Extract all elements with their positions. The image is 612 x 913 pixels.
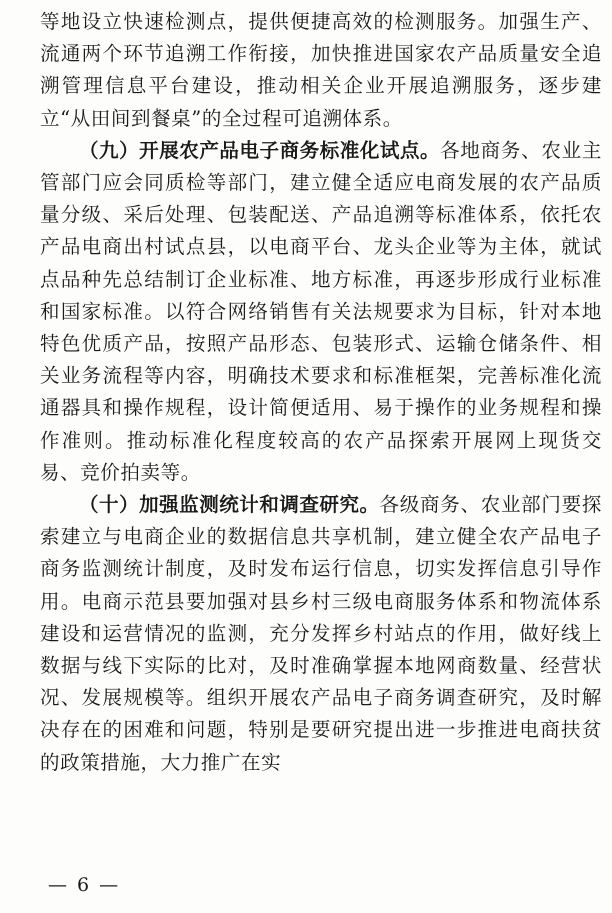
paragraph-3 [40,489,602,779]
page-number: — 6 — [48,874,121,896]
paragraph-2 [40,135,602,489]
paragraph-2-text: 各地商务、农业主管部门应会同质检等部门，建立健全适应电商发展的农产品质量分级、采后处理、包装配送、产品追溯等标准体系，依托农产品电商出村试点县，以电商平台、龙头企业等为主体，就试点品种先总结制订企业标准、地方标准，再逐步形成行业标准和国家标准。以符合网络销售有关法规要求为目标，针对本地特色优质产品，按照产品形态、包装形式、运输仓储条件、相关业务流程等内容，明确技术要求和标准框架，完善标准化流通器具和操作规程，设计简便适用、易于操作的业务规程和操作准则。推动标准化程度较高的农产品探索开展网上现货交易、竞价拍卖等。 [40,138,602,484]
paragraph-3-text: 各级商务、农业部门要探索建立与电商企业的数据信息共享机制，建立健全农产品电子商务监测统计制度，及时发布运行信息，切实发挥信息引导作用。电商示范县要加强对县乡村三级电商服务体系和物流体系建设和运营情况的监测，充分发挥乡村站点的作用，做好线上数据与线下实际的比对，及时准确掌握本地网商数量、经营状况、发展规模等。组织开展农产品电子商务调查研究，及时解决存在的困难和问题，特别是要研究提出进一步推进电商扶贫的政策措施，大力推广在实 [40,493,602,774]
document-body [40,6,602,779]
paragraph-1-text: 等地设立快速检测点，提供便捷高效的检测服务。加强生产、流通两个环节追溯工作衔接，加快推进国家农产品质量安全追溯管理信息平台建设，推动相关企业开展追溯服务，逐步建立“从田间到餐桌”的全过程可追溯体系。 [40,10,602,130]
section-heading-10: （十）加强监测统计和调查研究。 [79,493,380,517]
paragraph-1 [40,6,602,135]
section-heading-9: （九）开展农产品电子商务标准化试点。 [79,138,441,162]
